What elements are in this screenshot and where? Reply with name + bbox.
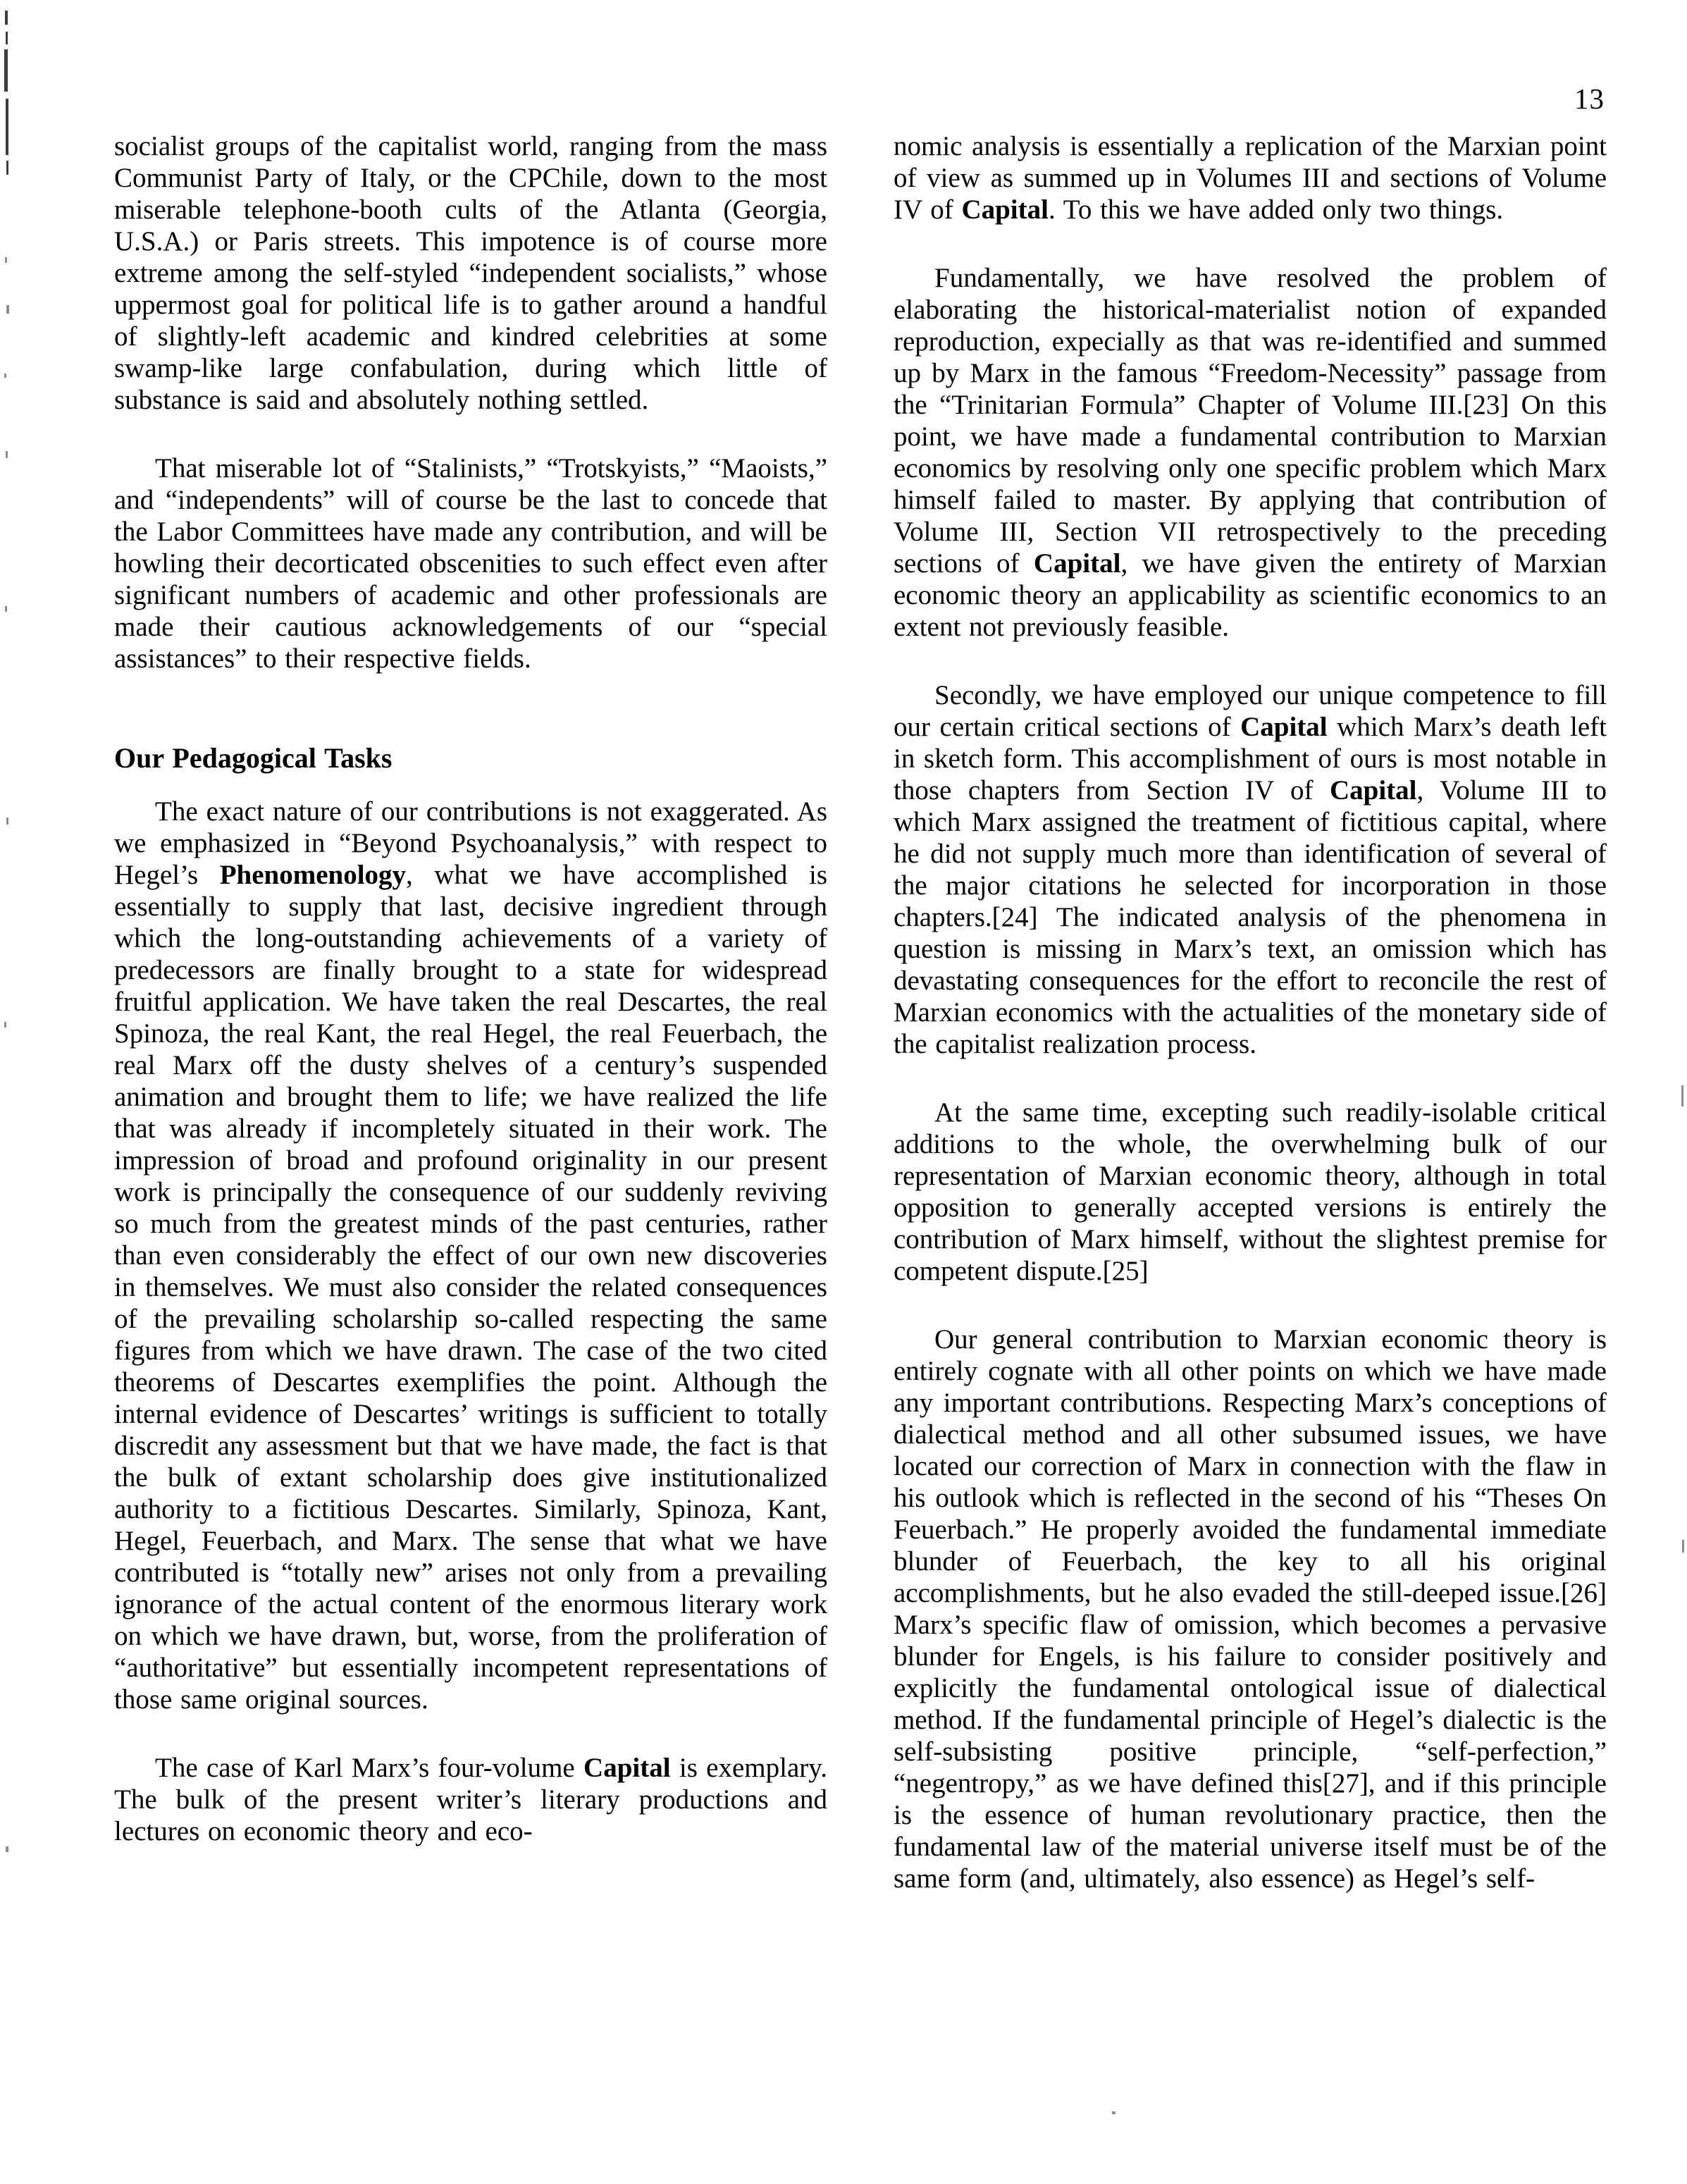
paragraph [114,1752,827,1847]
scan-artifact [6,99,8,155]
bold-term: Capital [1033,548,1121,579]
paragraph [114,796,827,1715]
text-run: The exact nature of our contributions is not exaggerated. As we emphasized in “Beyond Psychoanalysis,” with respect to Hegel’s [114,796,827,890]
scan-artifact [1682,1540,1684,1553]
text-run: , we have given the entirety of Marxian economic theory an applicability as scientific economics to an extent not previously feasible. [894,548,1607,642]
bold-term: Phenomenology [219,860,407,890]
text-run: is exemplary. The bulk of the present writer’s literary productions and lectures on economic theory and eco- [114,1753,827,1846]
bold-term: Capital [583,1753,671,1783]
paragraph [114,452,827,674]
paragraph [894,1097,1607,1287]
paragraph-continuation [894,130,1607,226]
text-run: Secondly, we have employed our unique competence to fill our certain critical sections of [894,680,1607,742]
text-run: . To this we have added only two things. [1048,195,1504,225]
scan-artifact [5,11,8,25]
text-run: At the same time, excepting such readily-isolable critical additions to the whole, the overwhelming bulk of our representation of Marxian economic theory, although in total opposition to generally accepted versions is entirely the contribution of Marx himself, without the slightest premise for competent dispute.[25] [894,1097,1607,1286]
scan-artifact [5,257,7,263]
text-run: Fundamentally, we have resolved the problem of elaborating the historical-materialist notion of expanded reproduction, expecially as that was re-identified and summed up by Marx in the famous “Freedom-Necessity” passage from the “Trinitarian Formula” Chapter of Volume III.[23] On this point, we have made a fundamental contribution to Marxian economics by resolving only one specific problem which Marx himself failed to master. By applying that contribution of Volume III, Section VII retrospectively to the preceding sections of [894,263,1607,579]
text-run: which Marx’s death left in sketch form. This accomplishment of ours is most notable in those chapters from Section IV of [894,712,1607,806]
scan-artifact [1112,2111,1116,2114]
scan-artifact [4,374,6,378]
scan-artifact [6,32,8,44]
scan-artifact [6,305,9,314]
scan-artifact [5,606,7,612]
left-column [114,130,827,1884]
text-run: Our general contribution to Marxian economic theory is entirely cognate with all other points on which we have made any important contributions. Respecting Marx’s conceptions of dialectical method and all other subsumed issues, we have located our correction of Marx in connection with the flaw in his outlook which is reflected in the second of his “Theses On Feuerbach.” He properly avoided the fundamental immediate blunder of Feuerbach, the key to all his original accomplishments, but he also evaded the still-deeped issue.[26] Marx’s specific flaw of omission, which becomes a pervasive blunder for Engels, is his failure to consider positively and explicitly the fundamental ontological issue of dialectical method. If the fundamental principle of Hegel’s dialectic is the self-subsisting positive principle, “self-perfection,” “negentropy,” as we have defined this[27], and if this principle is the essence of human revolutionary practice, then the fundamental law of the material universe itself must be of the same form (and, ultimately, also essence) as Hegel’s self- [894,1324,1607,1894]
section-heading: Our Pedagogical Tasks [114,742,393,774]
scan-artifact [4,49,8,92]
text-run: nomic analysis is essentially a replication of the Marxian point of view as summed up in Volumes III and sections of Volume IV of [894,131,1607,225]
scan-artifact [6,161,8,175]
text-run: The case of Karl Marx’s four-volume [155,1753,584,1783]
bold-term: Capital [961,195,1049,225]
scan-artifact [4,1022,6,1028]
scan-artifact [6,451,8,458]
text-run: That miserable lot of “Stalinists,” “Trotskyists,” “Maoists,” and “independents” will of course be the last to concede that the Labor Committees have made any contribution, and will be howling their decorticated obscenities to such effect even after significant numbers of academic and other professionals are made their cautious acknowledgements of our “special assistances” to their respective fields. [114,453,827,674]
paragraph [894,679,1607,1060]
paragraph [894,1324,1607,1894]
text-run: , Volume III to which Marx assigned the treatment of fictitious capital, where he did not supply much more than identification of several of the major citations he selected for incorporation in those chapters.[24] The indicated analysis of the phenomena in question is missing in Marx’s text, an omission which has devastating consequences for the effort to reconcile the rest of Marxian economics with the actualities of the monetary side of the capitalist realization process. [894,775,1607,1059]
paragraph-continuation [114,130,827,416]
scan-artifact [6,818,8,825]
bold-term: Capital [1330,775,1417,806]
text-run: socialist groups of the capitalist world, ranging from the mass Communist Party of Italy, or the CPChile, down to the most miserable telephone-booth cults of the Atlanta (Georgia, U.S.A.) or Paris streets. This impotence is of course more extreme among the self-styled “independent socialists,” whose uppermost goal for political life is to gather around a handful of slightly-left academic and kindred celebrities at some swamp-like large confabulation, during which little of substance is said and absolutely nothing settled. [114,131,827,415]
bold-term: Capital [1240,712,1328,742]
paragraph [894,262,1607,643]
page-number: 13 [1574,82,1605,115]
text-run: , what we have accomplished is essentially to supply that last, decisive ingredient through which the long-outstanding achievements of a variety of predecessors are finally brought to a state for widespread fruitful application. We have taken the real Descartes, the real Spinoza, the real Kant, the real Hegel, the real Feuerbach, the real Marx off the dusty shelves of a century’s suspended animation and brought them to life; we have realized the life that was already if incompletely situated in their work. The impression of broad and profound originality in our present work is principally the consequence of our suddenly reviving so much from the greatest minds of the past centuries, rather than even considerably the effect of our own new discoveries in themselves. We must also consider the related consequences of the prevailing scholarship so-called respecting the same figures from which we have drawn. The case of the two cited theorems of Descartes exemplifies the point. Although the internal evidence of Descartes’ writings is sufficient to totally discredit any assessment but that we have made, the fact is that the bulk of extant scholarship does give institutionalized authority to a fictitious Descartes. Similarly, Spinoza, Kant, Hegel, Feuerbach, and Marx. The sense that what we have contributed is “totally new” arises not only from a prevailing ignorance of the actual content of the enormous literary work on which we have drawn, but, worse, from the proliferation of “authoritative” but essentially incompetent representations of those same original sources. [114,860,827,1715]
scan-artifact [6,1846,8,1852]
scan-artifact [1681,1085,1683,1106]
right-column [894,130,1607,1931]
